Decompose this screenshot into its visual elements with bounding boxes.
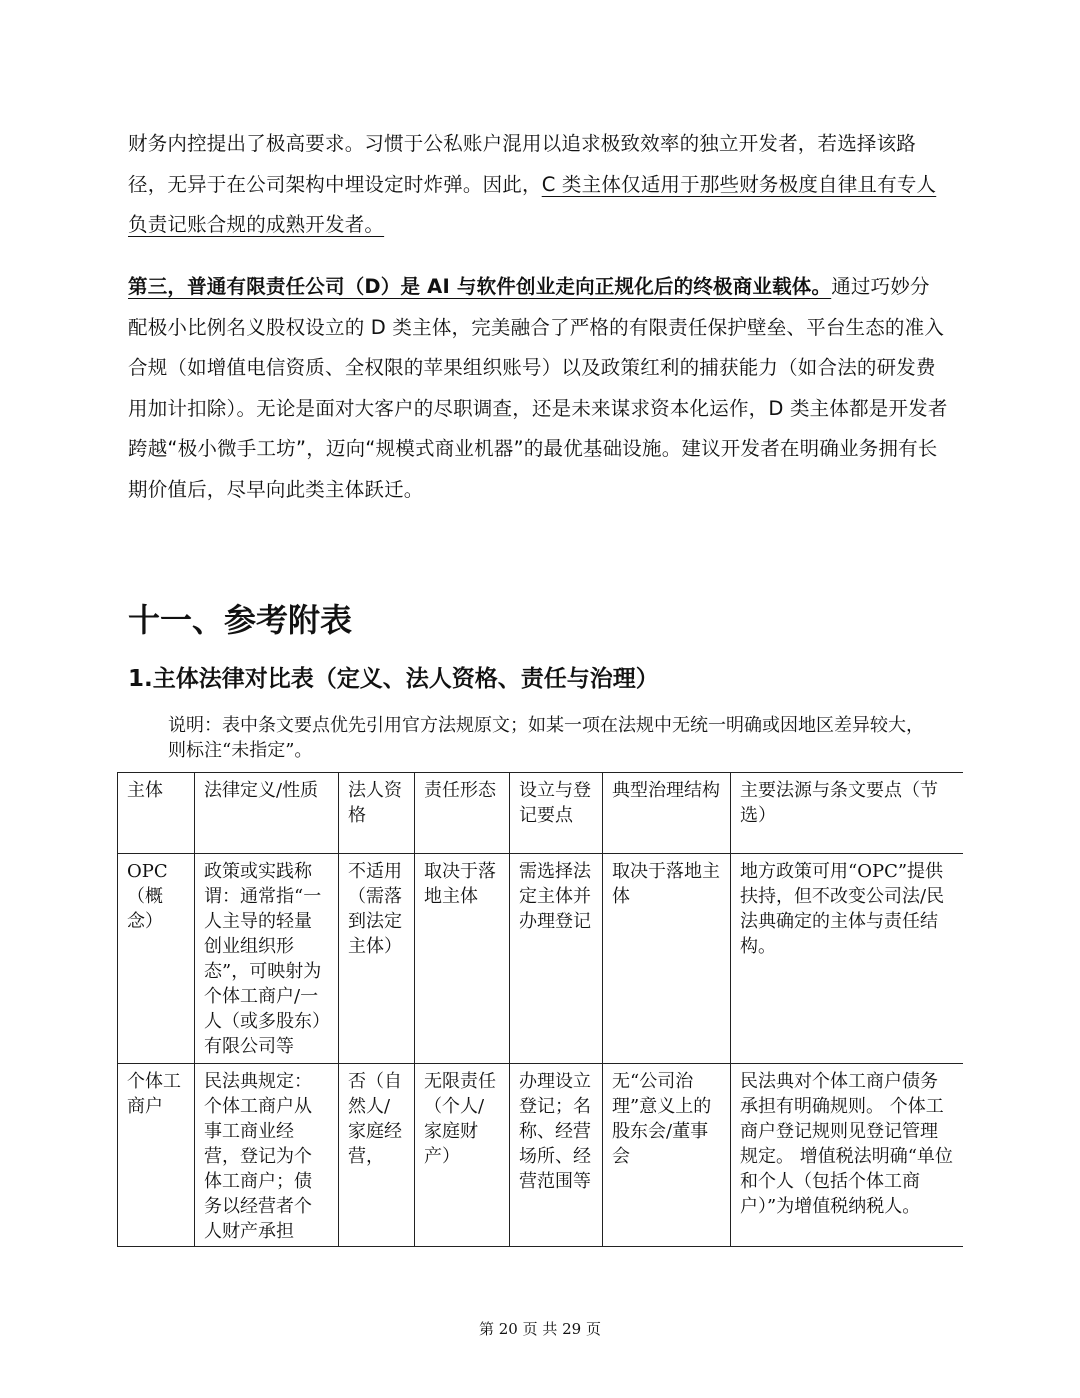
paragraph-c-entity-conclusion [128, 124, 948, 246]
table-cell: 需选择法定主体并办理登记 [510, 854, 603, 1064]
paragraph-text: 财务内控提出了极高要求。习惯于公私账户混用以追求极致效率的独立开发者，若选择该路径，无异于在公司架构中埋设定时炸弹。因此， [128, 132, 917, 196]
table-cell: 否（自然人/家庭经营， [339, 1064, 415, 1248]
header-governance: 典型治理结构 [603, 773, 731, 854]
header-legal-person: 法人资格 [339, 773, 415, 854]
page-footer: 第 20 页 共 29 页 [478, 1320, 601, 1338]
section-title: 十一、参考附表 [128, 601, 353, 639]
header-legal-sources: 主要法源与条文要点（节选） [731, 773, 964, 854]
underlined-conclusion: C 类主体仅适用于那些财务极度自律且有专人负责记账合规的成熟开发者。 [128, 172, 937, 236]
table-cell: 取决于落地主体 [603, 854, 731, 1064]
table-cell: 政策或实践称谓：通常指“一人主导的轻量创业组织形态”，可映射为个体工商户/一人（或多股东）有限公司等 [195, 854, 339, 1064]
header-liability: 责任形态 [415, 773, 510, 854]
table-row [118, 1064, 964, 1248]
header-legal-definition: 法律定义/性质 [195, 773, 339, 854]
comparison-table-container [117, 772, 963, 1247]
entity-comparison-table [117, 772, 963, 1247]
table-cell: 民法典规定：个体工商户从事工商业经营，登记为个体工商户；债务以经营者个人财产承担 [195, 1064, 339, 1248]
header-entity: 主体 [118, 773, 195, 854]
table-cell: 取决于落地主体 [415, 854, 510, 1064]
header-registration: 设立与登记要点 [510, 773, 603, 854]
table-cell: 无“公司治理”意义上的股东会/董事会 [603, 1064, 731, 1248]
subsection-title: 1.主体法律对比表（定义、法人资格、责任与治理） [128, 666, 659, 692]
bold-underlined-lead: 第三，普通有限责任公司（D）是 AI 与软件创业走向正规化后的终极商业载体。 [128, 275, 832, 298]
table-cell: 个体工商户 [118, 1064, 195, 1248]
paragraph-d-entity [128, 267, 948, 510]
table-row [118, 854, 964, 1064]
paragraph-text: 通过巧妙分配极小比例名义股权设立的 D 类主体，完美融合了严格的有限责任保护壁垒、平台生态的准入合规（如增值电信资质、全权限的苹果组织账号）以及政策红利的捕获能力（如合法的研发费用加计扣除）。无论是面对大客户的尽职调查，还是未来谋求资本化运作，D 类主体都是开发者跨越“极小微手工坊”，迈向“规模式商业机器”的最优基础设施。建议开发者在明确业务拥有长期价值后，尽早向此类主体跃迁。 [128, 275, 948, 501]
table-cell: 办理设立登记；名称、经营场所、经营范围等 [510, 1064, 603, 1248]
table-header-row [118, 773, 964, 854]
table-cell: OPC（概念） [118, 854, 195, 1064]
table-note: 说明：表中条文要点优先引用官方法规原文；如某一项在法规中无统一明确或因地区差异较大，则标注“未指定”。 [168, 715, 924, 761]
table-cell: 民法典对个体工商户债务承担有明确规则。 个体工商户登记规则见登记管理规定。 增值税法明确“单位和个人（包括个体工商户）”为增值税纳税人。 [731, 1064, 964, 1248]
table-cell: 不适用（需落到法定主体） [339, 854, 415, 1064]
table-cell: 无限责任（个人/家庭财产） [415, 1064, 510, 1248]
table-cell: 地方政策可用“OPC”提供扶持，但不改变公司法/民法典确定的主体与责任结构。 [731, 854, 964, 1064]
